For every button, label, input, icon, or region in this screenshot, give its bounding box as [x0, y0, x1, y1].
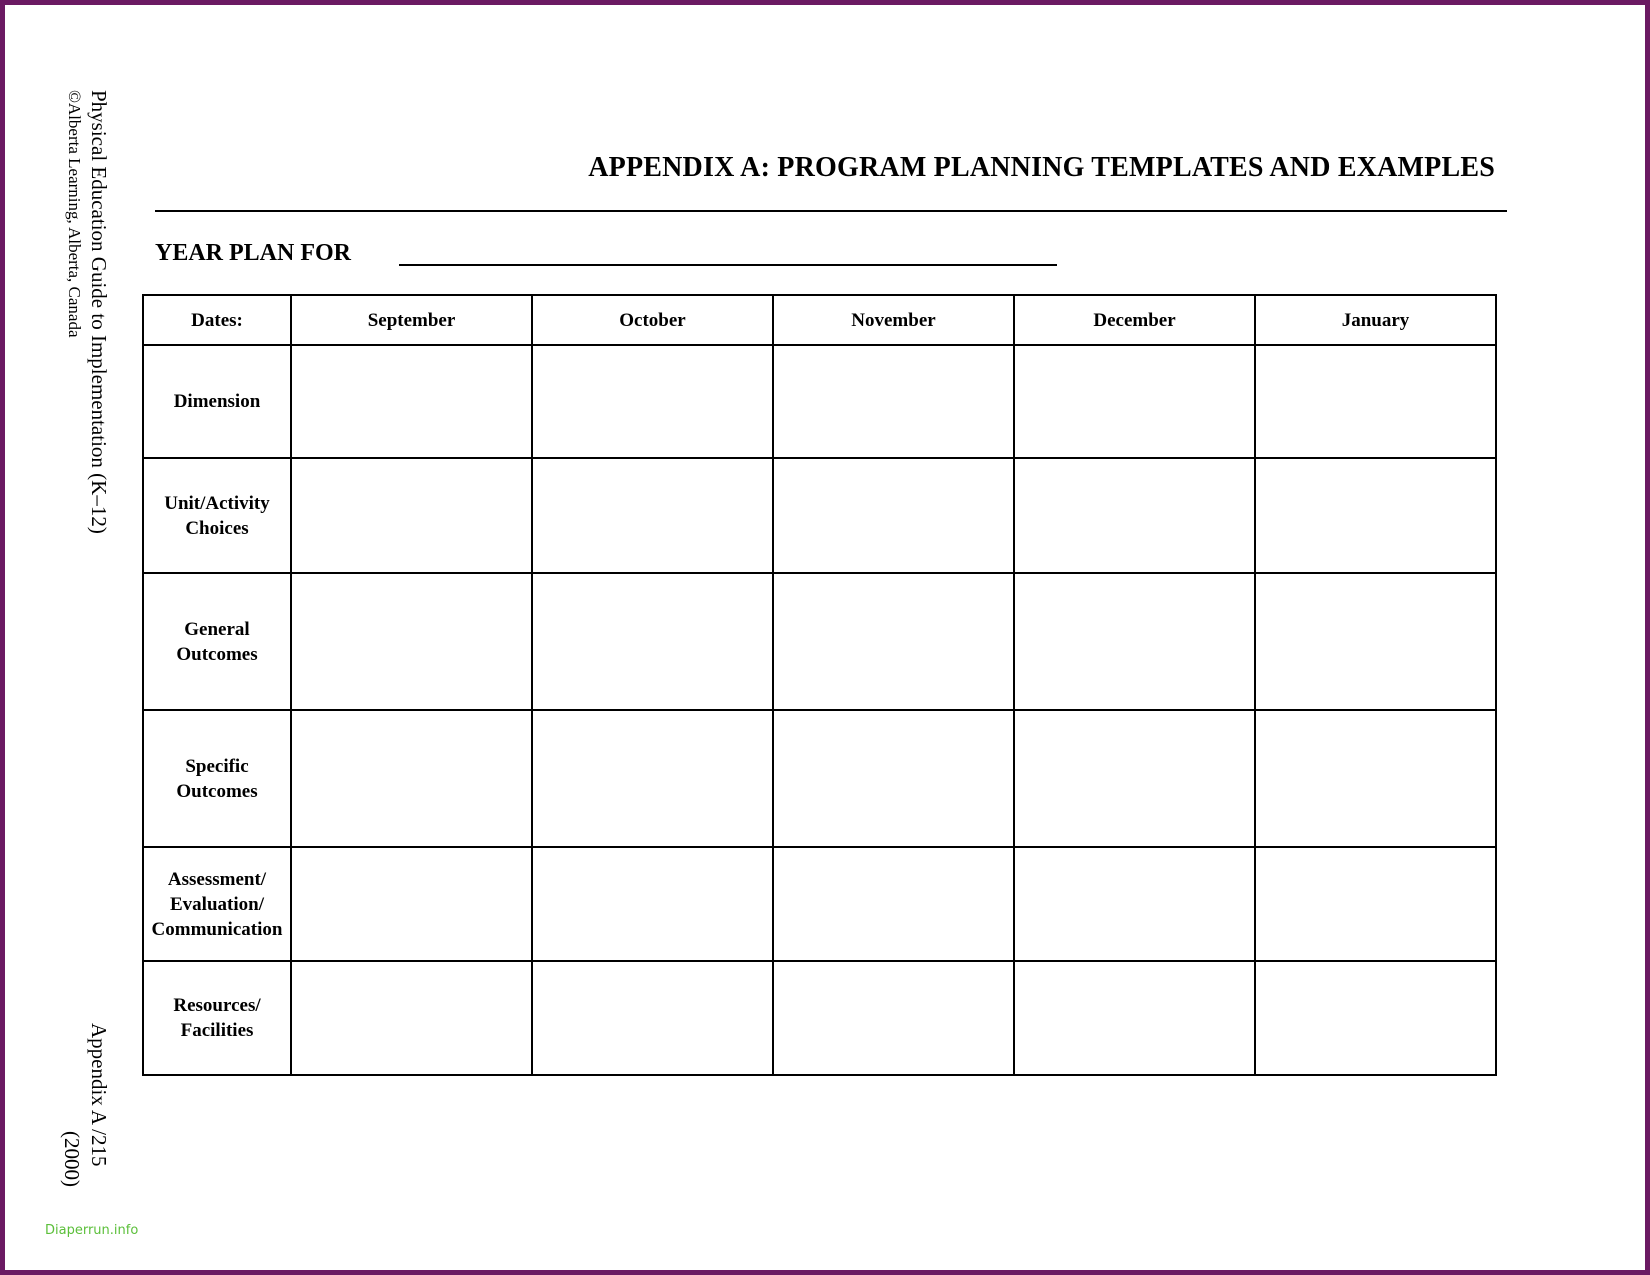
plan-cell[interactable]: [291, 573, 532, 710]
month-header: November: [773, 295, 1014, 345]
month-header: December: [1014, 295, 1255, 345]
plan-cell[interactable]: [773, 961, 1014, 1075]
table-header-row: [143, 295, 1496, 345]
plan-cell[interactable]: [532, 458, 773, 573]
page-number: Appendix A /215: [87, 1023, 111, 1167]
plan-cell[interactable]: [532, 961, 773, 1075]
plan-cell[interactable]: [1014, 573, 1255, 710]
plan-cell[interactable]: [1255, 847, 1496, 961]
plan-cell[interactable]: [1255, 458, 1496, 573]
table-row: [143, 345, 1496, 458]
table-row: [143, 573, 1496, 710]
table-row: [143, 710, 1496, 847]
plan-cell[interactable]: [1014, 710, 1255, 847]
publication-year: (2000): [60, 1131, 84, 1187]
month-header: September: [291, 295, 532, 345]
plan-cell[interactable]: [1255, 573, 1496, 710]
plan-cell[interactable]: [1014, 847, 1255, 961]
plan-cell[interactable]: [532, 573, 773, 710]
plan-cell[interactable]: [1255, 345, 1496, 458]
copyright-notice: ©Alberta Learning, Alberta, Canada: [65, 90, 84, 338]
plan-cell[interactable]: [1014, 961, 1255, 1075]
page-title: APPENDIX A: PROGRAM PLANNING TEMPLATES AND EXAMPLES: [588, 152, 1495, 183]
title-divider: [155, 210, 1507, 212]
month-header: October: [532, 295, 773, 345]
plan-cell[interactable]: [291, 458, 532, 573]
plan-cell[interactable]: [773, 345, 1014, 458]
plan-cell[interactable]: [773, 458, 1014, 573]
plan-cell[interactable]: [532, 710, 773, 847]
row-label: Assessment/ Evaluation/ Communication: [143, 847, 291, 961]
plan-cell[interactable]: [291, 345, 532, 458]
year-plan-field[interactable]: [399, 264, 1057, 266]
table-row: [143, 961, 1496, 1075]
row-label: Unit/Activity Choices: [143, 458, 291, 573]
plan-cell[interactable]: [773, 847, 1014, 961]
plan-cell[interactable]: [1255, 710, 1496, 847]
guide-title: Physical Education Guide to Implementation (K–12): [87, 90, 111, 534]
page-reference: [55, 1023, 115, 1203]
year-plan-label: YEAR PLAN FOR: [155, 240, 351, 266]
row-label: Resources/ Facilities: [143, 961, 291, 1075]
dates-header: Dates:: [143, 295, 291, 345]
row-label: Dimension: [143, 345, 291, 458]
row-label: Specific Outcomes: [143, 710, 291, 847]
plan-cell[interactable]: [773, 710, 1014, 847]
plan-cell[interactable]: [1255, 961, 1496, 1075]
side-caption: [55, 90, 115, 610]
table-row: [143, 847, 1496, 961]
watermark: Diaperrun.info: [45, 1223, 139, 1238]
plan-cell[interactable]: [773, 573, 1014, 710]
plan-cell[interactable]: [1014, 345, 1255, 458]
plan-cell[interactable]: [532, 847, 773, 961]
table-row: [143, 458, 1496, 573]
row-label: General Outcomes: [143, 573, 291, 710]
month-header: January: [1255, 295, 1496, 345]
year-plan-table: [142, 294, 1497, 1076]
plan-cell[interactable]: [291, 710, 532, 847]
plan-cell[interactable]: [1014, 458, 1255, 573]
plan-cell[interactable]: [291, 847, 532, 961]
plan-cell[interactable]: [532, 345, 773, 458]
plan-cell[interactable]: [291, 961, 532, 1075]
